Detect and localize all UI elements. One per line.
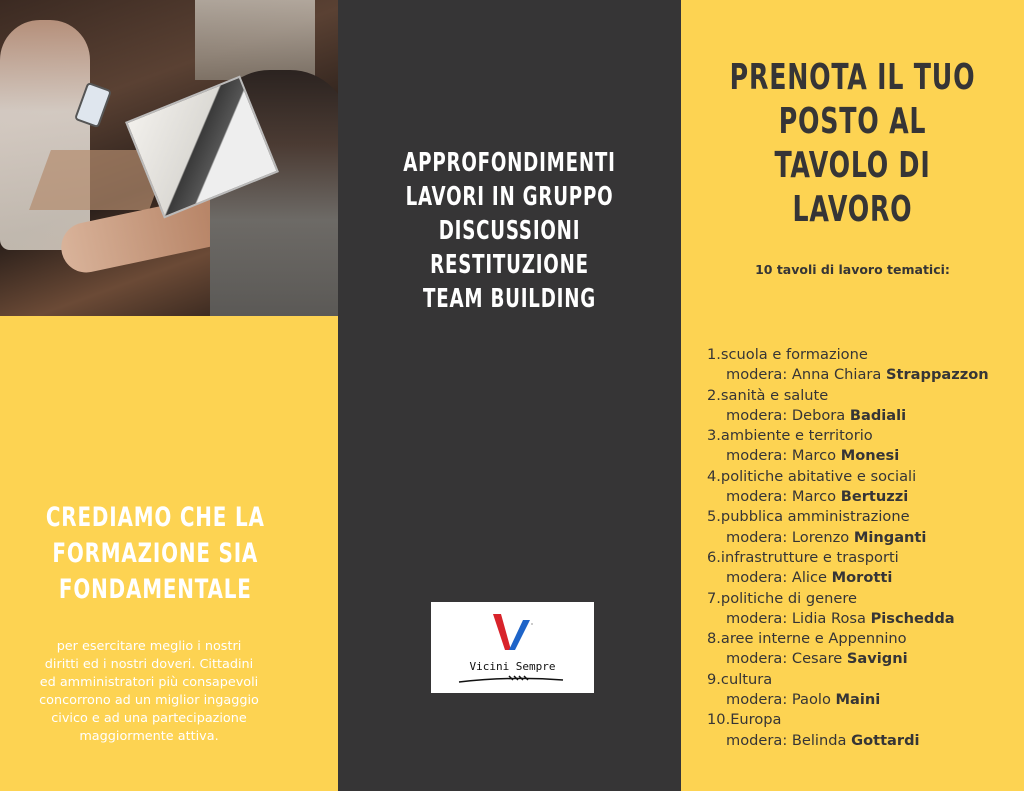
belief-heading-line: FONDAMENTALE	[58, 574, 252, 605]
table-moderator: modera: Lorenzo Minganti	[726, 528, 927, 546]
table-moderator: modera: Marco Bertuzzi	[726, 488, 909, 506]
activities-list	[338, 146, 681, 316]
activity-item: LAVORI IN GRUPPO	[405, 182, 614, 212]
tables-list	[707, 345, 1024, 751]
table-title: 5.pubblica amministrazione	[707, 508, 910, 526]
right-panel	[681, 0, 1024, 791]
vicini-sempre-logo	[431, 602, 594, 693]
table-title: 10.Europa	[707, 711, 782, 729]
table-moderator: modera: Paolo Maini	[726, 691, 881, 709]
booking-heading-line: PRENOTA IL TUO	[729, 57, 976, 98]
table-moderator: modera: Lidia Rosa Pischedda	[726, 609, 955, 627]
table-moderator: modera: Belinda Gottardi	[726, 731, 920, 749]
logo-text: Vicini Sempre	[469, 660, 556, 673]
table-title: 8.aree interne e Appennino	[707, 630, 907, 648]
table-title: 1.scuola e formazione	[707, 346, 868, 363]
tables-subtitle: 10 tavoli di lavoro tematici:	[755, 262, 950, 277]
table-moderator: modera: Marco Monesi	[726, 447, 900, 465]
table-title: 3.ambiente e territorio	[707, 427, 873, 445]
belief-heading-line: CREDIAMO CHE LA	[45, 502, 265, 533]
table-moderator: modera: Alice Morotti	[726, 569, 893, 587]
middle-panel	[338, 0, 681, 791]
table-title: 9.cultura	[707, 670, 773, 688]
table-title: 6.infrastrutture e trasporti	[707, 548, 899, 566]
belief-heading	[20, 500, 291, 608]
activity-item: DISCUSSIONI	[438, 216, 581, 246]
belief-heading-line: FORMAZIONE SIA	[52, 538, 259, 569]
table-title: 4.politiche abitative e sociali	[707, 467, 917, 485]
table-moderator: modera: Anna Chiara Strappazzon	[726, 366, 989, 384]
logo-v-mark-icon	[431, 602, 594, 693]
activity-item: RESTITUZIONE	[430, 250, 589, 280]
booking-heading-line: LAVORO	[792, 189, 913, 230]
table-moderator: modera: Cesare Savigni	[726, 650, 908, 668]
group-photo	[0, 0, 338, 316]
activity-item: APPROFONDIMENTI	[403, 148, 616, 178]
belief-text: per esercitare meglio i nostri diritti ed i nostri doveri. Cittadini ed amministratori più consapevoli concorrono ad un miglior ingaggio civico e ad una partecipazione maggiormente attiva.	[39, 639, 259, 744]
booking-heading	[681, 56, 1024, 232]
table-title: 7.politiche di genere	[707, 589, 857, 607]
activity-item: TEAM BUILDING	[423, 284, 596, 314]
table-moderator: modera: Debora Badiali	[726, 406, 907, 424]
table-title: 2.sanità e salute	[707, 386, 829, 404]
left-panel	[0, 0, 338, 791]
booking-heading-line: POSTO AL TAVOLO DI	[774, 101, 931, 186]
